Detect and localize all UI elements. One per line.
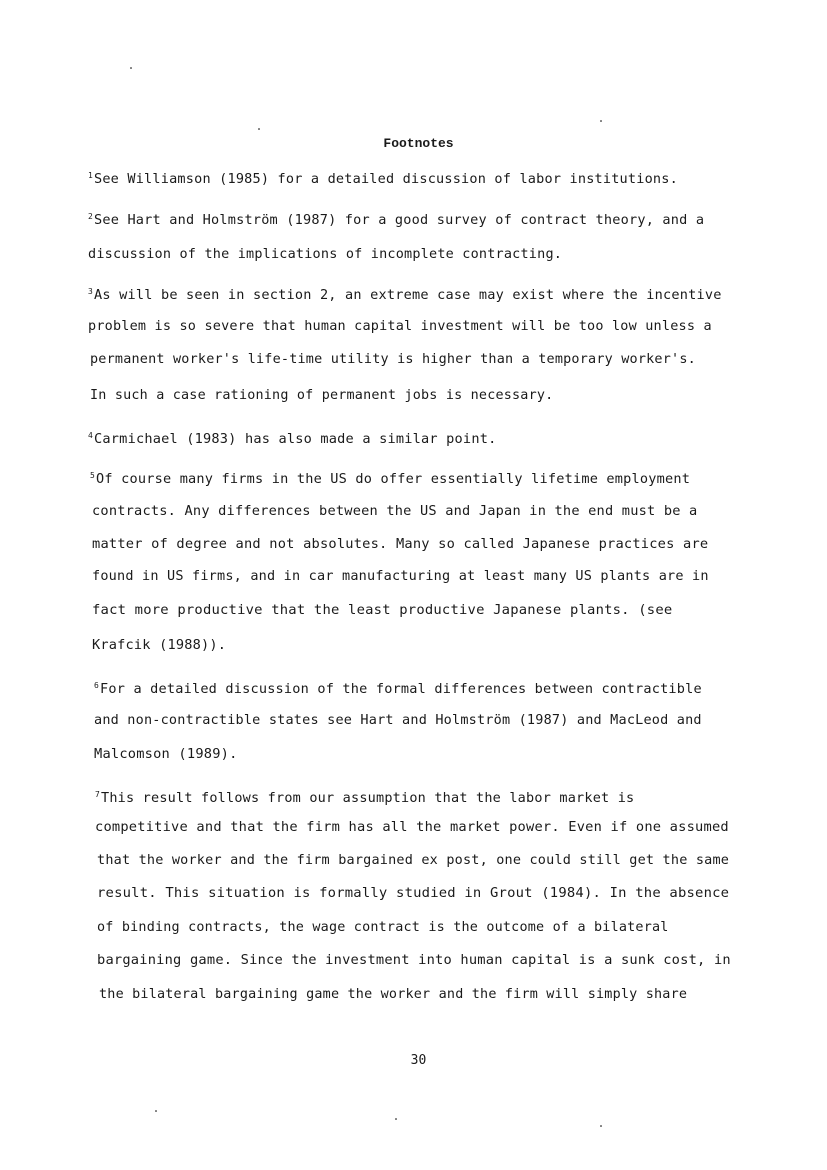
footnote-line xyxy=(95,819,729,835)
footnote-line xyxy=(92,536,708,552)
footnote-text: and non-contractible states see Hart and Holmström (1987) and MacLeod and xyxy=(94,712,702,728)
footnote-marker: 2 xyxy=(88,212,94,221)
footnote-text: found in US firms, and in car manufacturing at least many US plants are in xyxy=(92,568,709,584)
footnote-text: contracts. Any differences between the US and Japan in the end must be a xyxy=(92,503,698,519)
footnote-line xyxy=(90,387,553,403)
footnote-line xyxy=(94,712,702,728)
footnote-line xyxy=(94,746,238,762)
scan-speck xyxy=(600,1125,602,1127)
page-number: 30 xyxy=(410,1053,427,1068)
footnote-line xyxy=(97,952,731,968)
footnote-line xyxy=(88,318,712,334)
footnote-marker: 6 xyxy=(94,681,100,690)
footnote-text: the bilateral bargaining game the worker and the firm will simply share xyxy=(99,986,688,1002)
footnote-text: permanent worker's life-time utility is higher than a temporary worker's. xyxy=(90,351,696,367)
footnotes-heading: Footnotes xyxy=(383,136,454,151)
footnote-text: of binding contracts, the wage contract is the outcome of a bilateral xyxy=(97,919,669,935)
footnote-line xyxy=(90,351,696,367)
footnote-text: See Hart and Holmström (1987) for a good survey of contract theory, and a xyxy=(94,212,705,228)
scan-speck xyxy=(600,120,602,122)
footnote-7-first-line xyxy=(95,787,634,806)
footnote-line xyxy=(97,919,669,935)
footnote-text: bargaining game. Since the investment into human capital is a sunk cost, in xyxy=(97,952,731,968)
footnote-text: In such a case rationing of permanent jobs is necessary. xyxy=(90,387,554,403)
footnote-6-first-line xyxy=(94,678,702,697)
footnote-text: that the worker and the firm bargained ex post, one could still get the same xyxy=(97,852,730,868)
footnote-3-first-line xyxy=(88,284,722,303)
footnote-text: matter of degree and not absolutes. Many so called Japanese practices are xyxy=(92,536,709,552)
scan-speck xyxy=(130,67,132,69)
footnote-line xyxy=(92,568,709,584)
footnote-text: Malcomson (1989). xyxy=(94,746,238,762)
footnote-text: Carmichael (1983) has also made a similar point. xyxy=(94,431,497,447)
scan-speck xyxy=(395,1118,397,1120)
footnote-marker: 5 xyxy=(90,471,96,480)
footnote-text: Krafcik (1988)). xyxy=(92,637,227,653)
footnote-text: As will be seen in section 2, an extreme case may exist where the incentive xyxy=(94,287,722,303)
footnote-line xyxy=(99,986,687,1002)
footnote-1-first-line xyxy=(88,168,678,187)
footnote-line xyxy=(97,885,729,901)
footnote-line xyxy=(97,852,729,868)
scan-speck xyxy=(155,1110,157,1112)
scan-speck xyxy=(258,128,260,130)
footnote-text: This result follows from our assumption that the labor market is xyxy=(100,790,635,806)
footnote-4-first-line xyxy=(88,428,496,447)
footnote-text: discussion of the implications of incomplete contracting. xyxy=(88,246,563,262)
footnote-2-first-line xyxy=(88,209,704,228)
footnote-line xyxy=(88,246,562,262)
footnote-text: Of course many firms in the US do offer essentially lifetime employment xyxy=(96,471,691,487)
footnote-5-first-line xyxy=(90,468,690,487)
footnote-line xyxy=(92,602,672,618)
footnote-line xyxy=(92,637,226,653)
footnote-marker: 7 xyxy=(95,790,101,799)
footnote-marker: 4 xyxy=(88,431,94,440)
footnote-line xyxy=(92,503,697,519)
footnote-text: competitive and that the firm has all the market power. Even if one assumed xyxy=(95,819,729,835)
footnote-text: See Williamson (1985) for a detailed discussion of labor institutions. xyxy=(94,171,678,187)
footnote-text: result. This situation is formally studied in Grout (1984). In the absence xyxy=(97,885,730,901)
footnote-marker: 3 xyxy=(88,287,94,296)
footnote-marker: 1 xyxy=(88,171,94,180)
footnote-text: For a detailed discussion of the formal differences between contractible xyxy=(100,681,702,697)
footnote-text: problem is so severe that human capital investment will be too low unless a xyxy=(88,318,712,334)
footnote-text: fact more productive that the least productive Japanese plants. (see xyxy=(92,602,673,618)
